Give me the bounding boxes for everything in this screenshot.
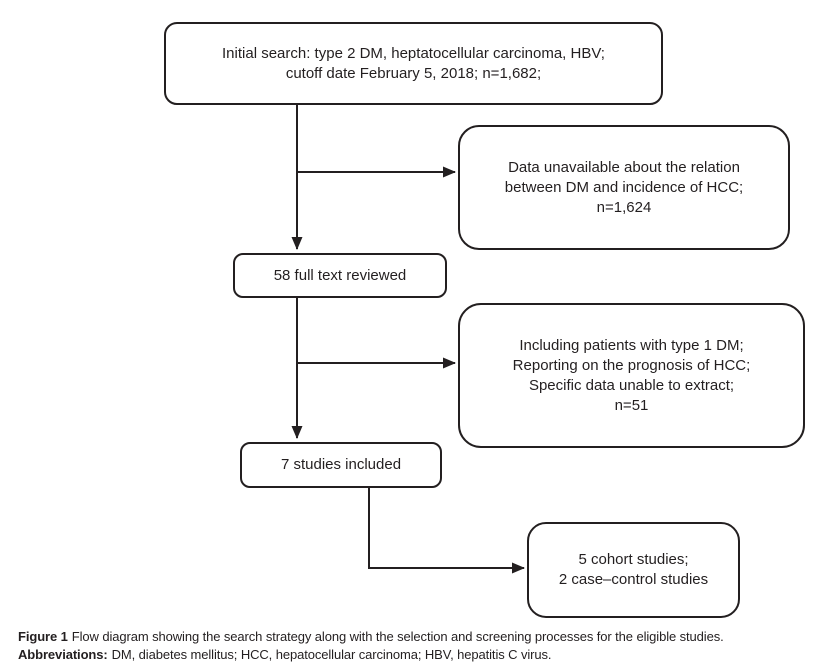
- figure-label: Figure 1: [18, 629, 68, 644]
- box-excluded-fulltext-reasons: [458, 303, 805, 448]
- box-excluded-fulltext-reasons-line3: Specific data unable to extract;: [528, 376, 735, 394]
- box-full-text-reviewed-line1: 58 full text reviewed: [273, 266, 407, 284]
- figure-caption-line: [18, 628, 808, 646]
- abbreviations-line: [18, 646, 808, 664]
- box-excluded-no-relation: [458, 125, 790, 250]
- box-excluded-no-relation-line3: n=1,624: [596, 198, 652, 216]
- box-excluded-fulltext-reasons-line2: Reporting on the prognosis of HCC;: [512, 356, 751, 374]
- box-initial-search-line2: cutoff date February 5, 2018; n=1,682;: [285, 64, 542, 82]
- abbreviations-text: DM, diabetes mellitus; HCC, hepatocellular carcinoma; HBV, hepatitis C virus.: [111, 647, 552, 662]
- box-studies-included-line1: 7 studies included: [280, 456, 402, 473]
- box-excluded-no-relation-line2: between DM and incidence of HCC;: [504, 178, 744, 196]
- figure-caption: [18, 628, 808, 664]
- box-study-types-line1: 5 cohort studies;: [578, 551, 689, 568]
- box-initial-search-line1: Initial search: type 2 DM, heptatocellular carcinoma, HBV;: [222, 44, 605, 62]
- box-study-types: [527, 522, 740, 618]
- box-initial-search: [164, 22, 663, 105]
- connector-included-to-final: [369, 488, 524, 568]
- abbreviations-label: Abbreviations:: [18, 647, 108, 662]
- box-excluded-no-relation-line1: Data unavailable about the relation: [508, 158, 740, 176]
- box-study-types-line2: 2 case–control studies: [558, 571, 709, 588]
- figure-caption-text: Flow diagram showing the search strategy along with the selection and screening processes for the eligible studies.: [71, 629, 724, 644]
- box-full-text-reviewed: [233, 253, 447, 298]
- box-excluded-fulltext-reasons-line1: Including patients with type 1 DM;: [519, 336, 744, 354]
- box-excluded-fulltext-reasons-line4: n=51: [614, 396, 649, 414]
- box-studies-included: [240, 442, 442, 488]
